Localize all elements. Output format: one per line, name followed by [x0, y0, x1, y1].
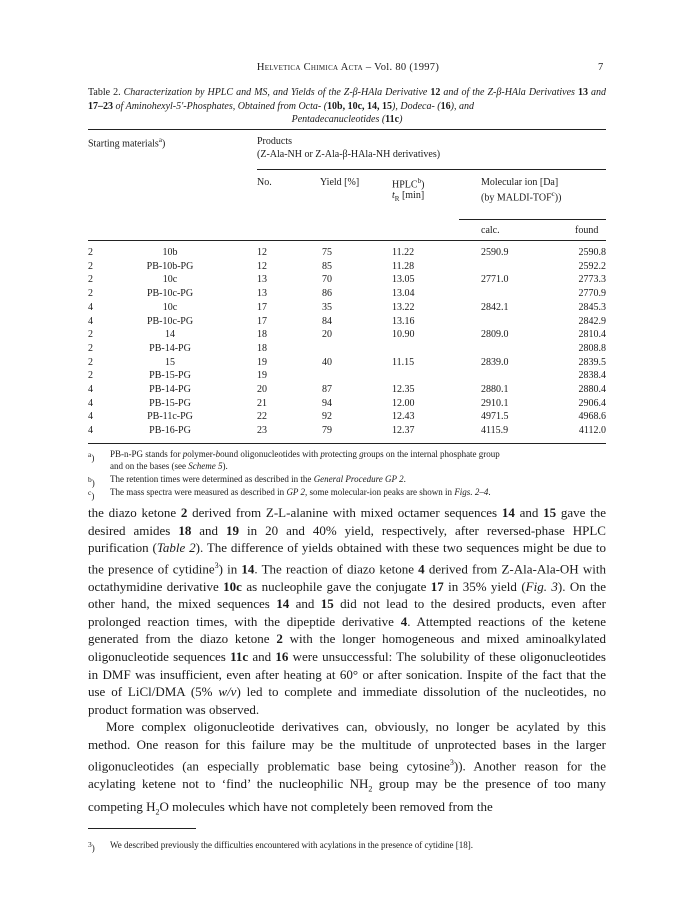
journal-volume: – Vol. 80 (1997)	[362, 62, 440, 73]
footnote-c-mark: $^c$)	[88, 488, 95, 501]
cell-b: PB-14-PG	[149, 342, 191, 354]
text-segment: 15	[320, 596, 334, 612]
text-segment: as nucleophile gave the conjugate	[241, 578, 431, 594]
cell-b: 10c	[162, 274, 178, 286]
cell-a: 4	[88, 315, 93, 327]
hplc-r: R	[394, 195, 400, 203]
text-segment: More complex oligonucleotide derivatives can, obviously, no longer be acylated by this method. One reason for this failure may be the multitude of unprotected bases in the larger oligonucleotides (an especially problematic base being cytosine	[88, 719, 606, 773]
cell-no: 17	[257, 301, 267, 313]
cell-found: 2842.9	[578, 315, 606, 327]
cell-calc: 2910.1	[481, 397, 509, 409]
text-segment: the diazo ketone	[88, 505, 181, 520]
caption-line2a: Derivatives	[528, 87, 575, 98]
col-hplc-sub	[392, 190, 424, 203]
cell-b: PB-10c-PG	[146, 288, 194, 300]
caption-bold-17-23: 17–23	[88, 100, 113, 112]
fa-t5: roups on the internal phosphate group	[363, 449, 500, 459]
cell-no: 12	[257, 247, 267, 258]
text-segment: . Attempted reactions of the ketene generated from the diazo ketone	[88, 613, 606, 647]
cell-found: 2808.8	[578, 342, 606, 354]
text-segment: in 20 and 40% yield, respectively, after reversed-phase HPLC purification (	[88, 522, 606, 556]
cell-a: 2	[88, 247, 93, 258]
footnote-a-text	[110, 449, 606, 472]
caption-bold-octa: 10b, 10c, 14, 15	[327, 100, 393, 112]
cell-calc: 2590.9	[481, 247, 509, 258]
cell-no: 13	[257, 274, 267, 286]
text-segment: 16	[275, 649, 289, 665]
cell-a: 4	[88, 425, 93, 437]
mol-sup: c	[551, 190, 555, 198]
fc-i1: GP 2	[286, 487, 306, 497]
cell-yield: 35	[322, 301, 332, 313]
cell-hplc: 12.35	[392, 384, 415, 395]
text-segment: 15	[543, 505, 557, 520]
cell-no: 18	[257, 329, 267, 341]
cell-found: 2773.3	[578, 274, 606, 286]
caption-line1: Characterization by HPLC and MS, and Yields of the Z-β-HAla Derivative	[123, 87, 428, 98]
cell-calc: 2842.1	[481, 301, 509, 313]
cell-hplc: 11.28	[392, 260, 415, 272]
cell-calc: 2771.0	[481, 274, 509, 286]
paragraph-1	[88, 504, 606, 718]
cell-b: PB-11c-PG	[147, 411, 193, 423]
cell-hplc: 13.04	[392, 288, 415, 300]
fa-i3: p	[320, 449, 325, 459]
cell-no: 12	[257, 260, 267, 272]
cell-yield: 20	[322, 329, 332, 341]
cell-hplc: 13.16	[392, 315, 415, 327]
cell-b: PB-15-PG	[149, 397, 191, 409]
cell-calc: 2880.1	[481, 384, 509, 395]
text-segment: were unsuccessful: The solubility of these oligonucleotides in DMF was insufficient, even after heating at 60° or after sonication. Inspite of the fact that the use of LiCl/DMA (5%	[88, 649, 606, 700]
text-segment: 2	[276, 631, 283, 647]
text-segment: O molecules which have not completely been removed from the	[159, 798, 493, 814]
cell-yield: 70	[322, 274, 332, 286]
cell-b: 14	[165, 329, 175, 341]
text-segment: ). The difference of yields obtained with these two sequences might be due to the presence of cytidine	[88, 540, 606, 577]
caption-line2b: and	[591, 87, 606, 98]
cell-found: 2845.3	[578, 301, 606, 313]
table-top-rule	[88, 129, 606, 130]
cell-no: 23	[257, 425, 267, 437]
col-products: Products	[257, 136, 292, 147]
table-caption	[88, 86, 606, 127]
text-segment: ) in	[218, 561, 242, 577]
cell-hplc: 13.22	[392, 301, 415, 313]
text-segment: -alanine with mixed octamer sequences	[286, 505, 502, 520]
mol-close: )	[554, 192, 559, 204]
cell-calc: 2809.0	[481, 329, 509, 341]
cell-no: 22	[257, 411, 267, 423]
cell-found: 2592.2	[578, 260, 606, 272]
fa-l2i: Scheme 5	[188, 460, 223, 471]
fc-t: The mass spectra were measured as described in	[110, 487, 287, 497]
text-segment: Table 2	[156, 540, 196, 556]
cell-no: 20	[257, 384, 267, 395]
col-molecular-ion-sub: (by MALDI-TOF$^c$))	[481, 190, 562, 204]
cell-calc: 4971.5	[481, 411, 509, 423]
cell-b: PB-16-PG	[149, 425, 191, 437]
journal-name: Helvetica Chimica Acta	[256, 62, 363, 73]
cell-a: 2	[88, 260, 93, 272]
caption-line3a: Pentadecanucleotides (	[291, 114, 386, 125]
cell-a: 4	[88, 397, 93, 409]
cell-b: PB-15-PG	[149, 370, 191, 382]
cell-found: 2838.4	[578, 370, 606, 382]
text-segment: 3	[214, 560, 219, 570]
body-text	[88, 504, 606, 821]
fa-t3: ound oligonucleotides with	[220, 449, 321, 459]
cell-found: 2906.4	[578, 397, 606, 409]
text-segment: with the longer homogeneous and mixed aminoalkylated oligonucleotide sequences	[88, 631, 606, 665]
cell-found: 2590.8	[578, 247, 606, 258]
text-segment: 4	[418, 561, 425, 577]
text-segment: 11c	[230, 649, 249, 665]
text-segment: in 35% yield (	[443, 578, 526, 594]
text-segment: 2	[155, 807, 160, 817]
cell-hplc: 12.00	[392, 397, 415, 409]
text-segment: did not lead to the desired products, even after prolonged reaction times, with the dipeptide derivative	[88, 596, 606, 629]
cell-a: 4	[88, 411, 93, 423]
caption-bold-16: 16	[440, 100, 451, 112]
footnote-c-sup: c	[88, 488, 92, 497]
text-segment: ). On the other hand, the mixed sequences	[88, 578, 607, 612]
header-bottom-rule	[88, 240, 606, 241]
hplc-t: t	[392, 190, 395, 201]
text-segment: 10c	[223, 578, 242, 594]
page-number: 7	[598, 62, 604, 73]
cell-found: 2810.4	[578, 329, 606, 341]
footnote-a-sup: a	[88, 450, 92, 459]
text-segment: )). Another reason for the acylating ketene not to ‘find’ the nucleophilic NH	[88, 757, 606, 791]
cell-no: 21	[257, 397, 267, 409]
cell-calc: 2839.0	[481, 356, 509, 368]
text-segment: 2	[180, 505, 188, 520]
paragraph-2	[88, 718, 606, 820]
mol-sub: (by MALDI-TOF	[481, 192, 552, 204]
caption-label: Table 2.	[88, 87, 121, 98]
cell-a: 2	[88, 342, 93, 354]
caption-line3b: )	[399, 114, 403, 125]
cell-hplc: 10.90	[392, 329, 415, 341]
text-segment: ) led to complete and immediate dissolution of the nucleotides, no product formation was observed.	[88, 684, 606, 717]
cell-hplc: 13.05	[392, 274, 415, 286]
starting-label: Starting materials	[88, 138, 159, 150]
cell-yield: 85	[322, 260, 332, 272]
fa-l2: and on the bases (see	[110, 460, 189, 471]
page-footnote-mark: $^3$)	[88, 840, 95, 853]
footnote-separator	[88, 828, 196, 829]
fa-t4: rotecting	[324, 449, 360, 459]
fb-e: .	[403, 474, 406, 484]
cell-b: 10b	[162, 247, 178, 258]
fa-i1: p	[182, 449, 188, 459]
cell-calc: 4115.9	[481, 425, 509, 437]
hplc-label: HPLC	[392, 179, 418, 191]
fc-i2: Figs. 2–4	[454, 487, 489, 497]
text-segment: 19	[226, 522, 240, 538]
text-segment: gave the desired amides	[88, 505, 606, 538]
caption-bold-12: 12	[430, 87, 441, 98]
footnote-b-mark: $^b$)	[88, 475, 95, 488]
text-segment: and	[191, 522, 227, 538]
cell-hplc: 12.37	[392, 425, 415, 437]
cell-yield: 87	[322, 384, 332, 395]
caption-bold-13: 13	[577, 87, 588, 98]
cell-a: 2	[88, 274, 93, 286]
page-footnote-text: We described previously the difficulties encountered with acylations in the presence of cytidine [18].	[110, 840, 473, 850]
fa-i4: g	[359, 449, 364, 459]
col-yield: Yield [%]	[320, 177, 360, 188]
text-segment: . The reaction of diazo ketone	[254, 561, 419, 577]
caption-line2d: ), Dodeca- (	[392, 100, 441, 112]
cell-hplc: 11.22	[392, 247, 415, 258]
cell-a: 4	[88, 384, 93, 395]
text-segment: Fig. 3	[525, 578, 558, 594]
text-segment: 3	[449, 757, 454, 767]
cell-hplc: 12.43	[392, 411, 415, 423]
fc-t2: , some molecular-ion peaks are shown in	[305, 487, 455, 497]
cell-a: 2	[88, 356, 93, 368]
text-segment: 14	[276, 596, 290, 612]
cell-b: PB-14-PG	[149, 384, 191, 395]
cell-found: 4112.0	[578, 425, 606, 437]
caption-line2c: of Aminohexyl-5'-Phosphates, Obtained from Octa- (	[115, 100, 328, 112]
cell-b: 15	[165, 356, 175, 368]
cell-yield: 75	[322, 247, 332, 258]
fa-l2e: ).	[222, 460, 228, 471]
page-footnote-sup: 3	[88, 840, 92, 849]
text-segment: 18	[178, 522, 192, 538]
cell-yield: 79	[322, 425, 332, 437]
text-segment: 14	[241, 561, 255, 577]
cell-yield: 86	[322, 288, 332, 300]
col-no: No.	[257, 177, 272, 188]
text-segment: L	[278, 505, 287, 520]
col-found: found	[575, 225, 599, 236]
cell-a: 2	[88, 370, 93, 382]
cell-no: 17	[257, 315, 267, 327]
footnote-b-text	[110, 474, 606, 486]
col-products-sub: (Z-Ala-NH or Z-Ala-β-HAla-NH derivatives)	[257, 149, 441, 160]
cell-a: 2	[88, 288, 93, 300]
cell-no: 18	[257, 342, 267, 354]
col-calc: calc.	[481, 225, 500, 236]
cell-b: PB-10c-PG	[146, 315, 194, 327]
text-segment: and	[289, 596, 321, 612]
fc-e: .	[488, 487, 491, 497]
cell-a: 2	[88, 329, 93, 341]
caption-line3	[88, 113, 606, 127]
text-segment: and	[248, 649, 276, 665]
cell-found: 2880.4	[578, 384, 606, 395]
cell-no: 19	[257, 370, 267, 382]
fa-t1: PB-n-PG stands for	[110, 449, 183, 459]
fb-t: The retention times were determined as described in the	[110, 474, 314, 484]
table-bottom-rule	[88, 443, 606, 444]
fa-i2: b	[215, 449, 221, 459]
text-segment: and	[514, 505, 544, 520]
cell-no: 13	[257, 288, 267, 300]
hplc-unit: [min]	[401, 190, 425, 201]
col-hplc: HPLC$^b$)	[392, 177, 425, 191]
products-rule	[257, 169, 606, 170]
text-segment: w/v	[218, 684, 237, 700]
caption-line2e: ), and	[450, 100, 474, 112]
cell-found: 4968.6	[578, 411, 606, 423]
cell-yield: 84	[322, 315, 332, 327]
text-segment: derived from Z-	[187, 505, 279, 520]
molion-rule	[459, 219, 606, 220]
cell-found: 2770.9	[578, 288, 606, 300]
caption-line1-tail: and of the Z-β-HAla	[443, 87, 526, 98]
hplc-sup: b	[417, 177, 422, 185]
cell-b: 10c	[162, 301, 178, 313]
col-molecular-ion: Molecular ion [Da]	[481, 177, 559, 188]
text-segment: 14	[501, 505, 515, 520]
text-segment: 2	[368, 784, 373, 794]
cell-yield: 40	[322, 356, 332, 368]
text-segment: derived from Z-Ala-Ala-OH with octathymidine derivative	[88, 561, 606, 594]
cell-b: PB-10b-PG	[146, 260, 194, 272]
col-starting-materials: Starting materials$^a$)	[88, 136, 166, 150]
footnote-b-sup: b	[88, 475, 92, 484]
cell-yield: 92	[322, 411, 332, 423]
text-segment: 4	[400, 613, 408, 629]
fb-i: General Procedure GP 2	[313, 474, 404, 484]
starting-sup: a	[158, 136, 162, 144]
cell-no: 19	[257, 356, 267, 368]
journal-line	[0, 62, 696, 73]
cell-found: 2839.5	[578, 356, 606, 368]
cell-hplc: 11.15	[392, 356, 415, 368]
cell-a: 4	[88, 301, 93, 313]
footnote-a-mark: $^a$)	[88, 450, 95, 463]
caption-bold-11c: 11c	[385, 114, 400, 125]
cell-yield: 94	[322, 397, 332, 409]
fa-t2: olymer-	[187, 449, 216, 459]
text-segment: group may be the presence of too many competing H	[88, 775, 607, 814]
footnote-c-text	[110, 487, 606, 499]
text-segment: 17	[430, 578, 444, 594]
